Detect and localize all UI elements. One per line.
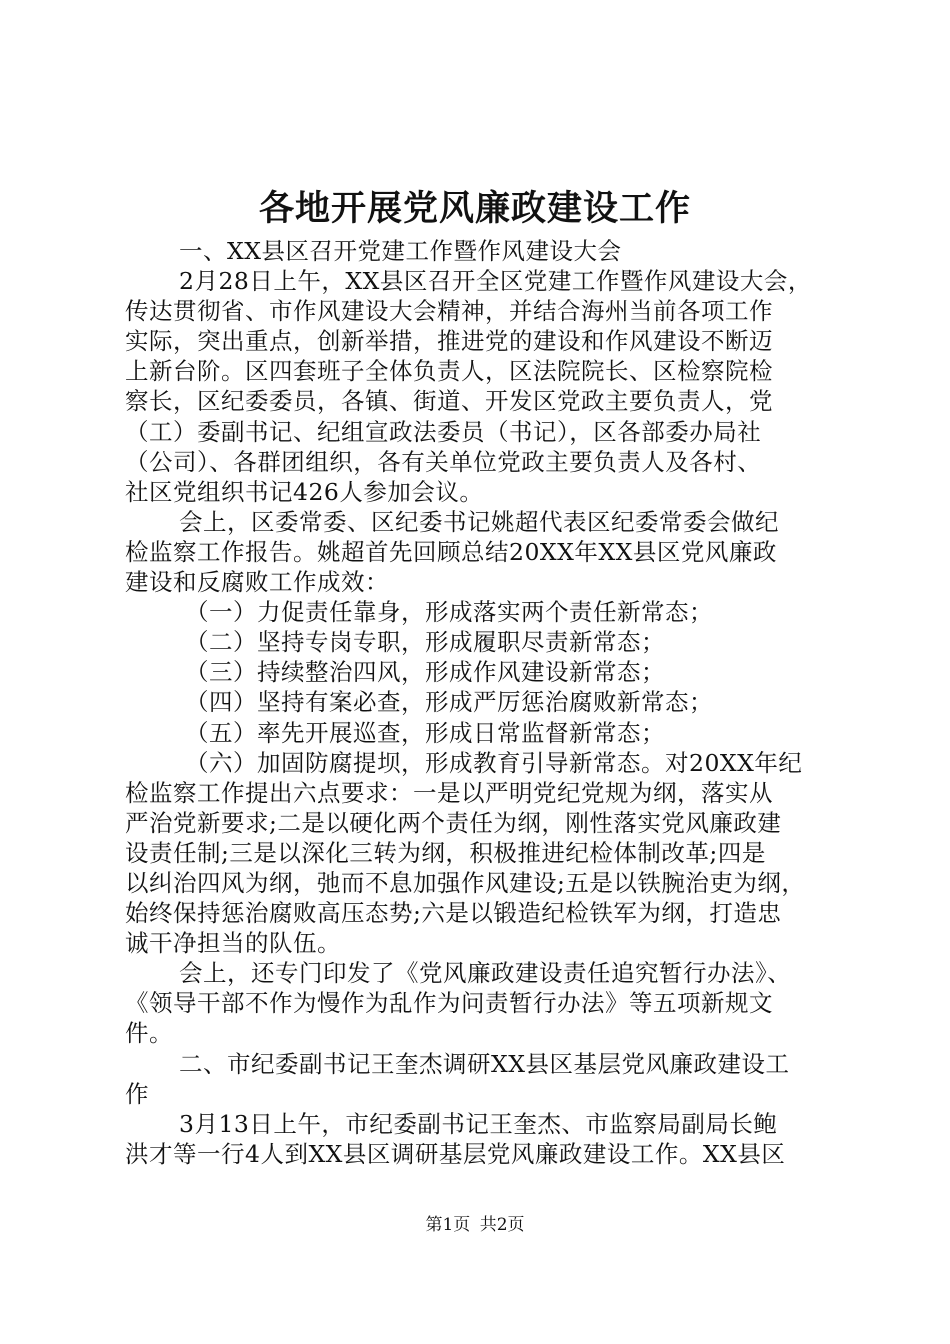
text-line: 检监察工作报告。姚超首先回顾总结20XX年XX县区党风廉政 (125, 537, 777, 566)
text-line: （六）加固防腐提坝，形成教育引导新常态。对20XX年纪 (185, 748, 803, 777)
text-line: 严治党新要求;二是以硬化两个责任为纲，刚性落实党风廉政建 (125, 808, 782, 837)
text-line: 上新台阶。区四套班子全体负责人，区法院院长、区检察院检 (125, 357, 773, 386)
text-line: （三）持续整治四风，形成作风建设新常态； (185, 658, 665, 687)
text-line: 察长，区纪委委员，各镇、街道、开发区党政主要负责人，党 (125, 387, 773, 416)
text-line: 检监察工作提出六点要求：一是以严明党纪党规为纲，落实从 (125, 778, 773, 807)
page-number-total: 共2页 (479, 1215, 525, 1235)
page-footer (0, 1213, 950, 1237)
text-line: 会上，区委常委、区纪委书记姚超代表区纪委常委会做纪 (179, 507, 779, 536)
text-line: 2月28日上午，XX县区召开全区党建工作暨作风建设大会， (179, 267, 812, 296)
text-line: （五）率先开展巡查，形成日常监督新常态； (185, 718, 665, 747)
text-line: 《领导干部不作为慢作为乱作为问责暂行办法》等五项新规文 (125, 989, 773, 1018)
page-number-current: 第1页 (425, 1215, 471, 1235)
text-line: 设责任制;三是以深化三转为纲，积极推进纪检体制改革;四是 (125, 838, 766, 867)
text-line: （工）委副书记、纪组宣政法委员（书记），区各部委办局社 (125, 417, 762, 446)
text-line: 3月13日上午，市纪委副书记王奎杰、市监察局副局长鲍 (179, 1109, 778, 1138)
text-line: （四）坚持有案必查，形成严厉惩治腐败新常态； (185, 688, 713, 717)
text-line: 实际，突出重点，创新举措，推进党的建设和作风建设不断迈 (125, 327, 773, 356)
document-body (125, 236, 845, 1169)
text-line: 二、市纪委副书记王奎杰调研XX县区基层党风廉政建设工 (179, 1049, 790, 1078)
text-line: 诚干净担当的队伍。 (125, 929, 341, 958)
text-line: 建设和反腐败工作成效： (125, 568, 389, 597)
text-line: 始终保持惩治腐败高压态势;六是以锻造纪检铁军为纲，打造忠 (125, 899, 782, 928)
text-line: 会上，还专门印发了《党风廉政建设责任追究暂行办法》、 (179, 959, 792, 988)
text-line: 一、XX县区召开党建工作暨作风建设大会 (179, 237, 622, 265)
text-line: 件。 (125, 1019, 173, 1048)
text-line: 社区党组织书记426人参加会议。 (125, 477, 484, 506)
text-line: 以纠治四风为纲，弛而不息加强作风建设;五是以铁腕治吏为纲， (125, 868, 806, 897)
text-line: （一）力促责任靠身，形成落实两个责任新常态； (185, 598, 713, 627)
text-line: 传达贯彻省、市作风建设大会精神，并结合海州当前各项工作 (125, 297, 773, 326)
document-title: 各地开展党风廉政建设工作 (258, 188, 691, 229)
text-line: （公司）、各群团组织，各有关单位党政主要负责人及各村、 (125, 447, 762, 476)
text-line: （二）坚持专岗专职，形成履职尽责新常态； (185, 628, 665, 657)
text-line: 作 (125, 1079, 149, 1108)
text-line: 洪才等一行4人到XX县区调研基层党风廉政建设工作。XX县区 (125, 1139, 786, 1168)
